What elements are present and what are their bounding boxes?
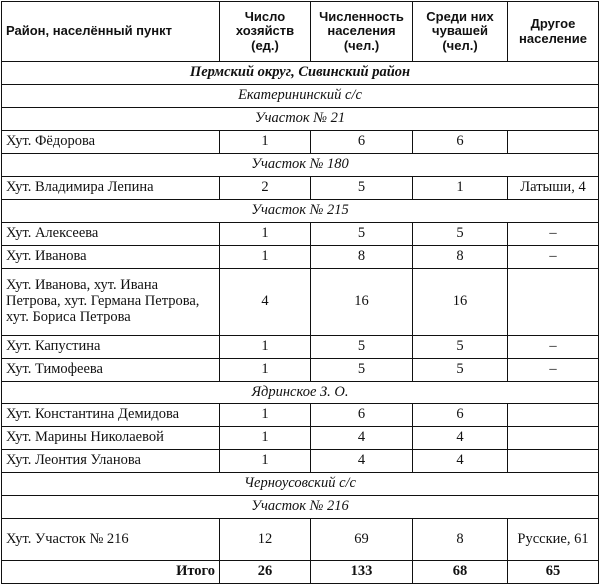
cell-chuvash: 8 [413,245,508,268]
cell-households: 1 [220,404,311,427]
cell-households: 1 [220,427,311,450]
cell-population: 5 [311,335,413,358]
section-okrug: Пермский округ, Сивинский район [2,62,599,85]
cell-chuvash: 4 [413,450,508,473]
total-chuvash: 68 [413,560,508,583]
cell-chuvash: 4 [413,427,508,450]
section-row [2,85,599,108]
cell-households: 2 [220,177,311,200]
cell-population: 8 [311,245,413,268]
population-table [1,1,599,584]
table-row [2,177,599,200]
table-row [2,519,599,561]
table-row [2,131,599,154]
cell-households: 1 [220,245,311,268]
cell-other: – [508,223,599,246]
cell-households: 1 [220,450,311,473]
section-row [2,108,599,131]
section-uchastok-215: Участок № 215 [2,200,599,223]
table-row [2,268,599,335]
cell-other [508,427,599,450]
table-row [2,450,599,473]
cell-chuvash: 1 [413,177,508,200]
cell-other: – [508,245,599,268]
table-row [2,335,599,358]
cell-households: 1 [220,358,311,381]
cell-households: 1 [220,335,311,358]
cell-name: Хут. Участок № 216 [2,519,220,561]
section-row [2,200,599,223]
cell-other [508,404,599,427]
cell-chuvash: 8 [413,519,508,561]
section-chernousovsky: Черноусовский с/с [2,473,599,496]
total-population: 133 [311,560,413,583]
section-row [2,496,599,519]
section-row [2,154,599,177]
section-uchastok-216: Участок № 216 [2,496,599,519]
cell-households: 1 [220,223,311,246]
cell-other: Русские, 61 [508,519,599,561]
table-row [2,404,599,427]
cell-chuvash: 6 [413,404,508,427]
cell-chuvash: 5 [413,335,508,358]
total-row [2,560,599,583]
section-ekaterininsky: Екатерининский с/с [2,85,599,108]
header-other: Другое население [508,2,599,62]
cell-name: Хут. Тимофеева [2,358,220,381]
header-population: Численность населения (чел.) [311,2,413,62]
cell-name: Хут. Марины Николаевой [2,427,220,450]
cell-name: Хут. Леонтия Уланова [2,450,220,473]
cell-population: 69 [311,519,413,561]
cell-population: 16 [311,268,413,335]
cell-population: 6 [311,404,413,427]
table-row [2,245,599,268]
section-uchastok-21: Участок № 21 [2,108,599,131]
cell-population: 6 [311,131,413,154]
cell-other: – [508,335,599,358]
header-chuvash: Среди них чувашей (чел.) [413,2,508,62]
cell-other: – [508,358,599,381]
section-uchastok-180: Участок № 180 [2,154,599,177]
cell-population: 5 [311,358,413,381]
cell-other: Латыши, 4 [508,177,599,200]
section-row [2,381,599,404]
cell-other [508,450,599,473]
cell-other [508,268,599,335]
header-row [2,2,599,62]
cell-chuvash: 5 [413,358,508,381]
cell-chuvash: 16 [413,268,508,335]
cell-population: 5 [311,223,413,246]
cell-name: Хут. Капустина [2,335,220,358]
cell-name: Хут. Иванова, хут. Ивана Петрова, хут. Германа Петрова, хут. Бориса Петрова [2,268,220,335]
cell-name: Хут. Константина Демидова [2,404,220,427]
total-other: 65 [508,560,599,583]
table-row [2,427,599,450]
cell-population: 5 [311,177,413,200]
total-label: Итого [2,560,220,583]
total-households: 26 [220,560,311,583]
cell-households: 12 [220,519,311,561]
cell-name: Хут. Фёдорова [2,131,220,154]
table-row [2,358,599,381]
cell-other [508,131,599,154]
cell-name: Хут. Алексеева [2,223,220,246]
header-households: Число хозяйств (ед.) [220,2,311,62]
section-yadrinskoe: Ядринское З. О. [2,381,599,404]
table-row [2,223,599,246]
cell-chuvash: 6 [413,131,508,154]
cell-name: Хут. Владимира Лепина [2,177,220,200]
cell-households: 4 [220,268,311,335]
cell-households: 1 [220,131,311,154]
cell-population: 4 [311,427,413,450]
cell-population: 4 [311,450,413,473]
cell-chuvash: 5 [413,223,508,246]
cell-name: Хут. Иванова [2,245,220,268]
header-district: Район, населённый пункт [2,2,220,62]
section-row [2,62,599,85]
section-row [2,473,599,496]
